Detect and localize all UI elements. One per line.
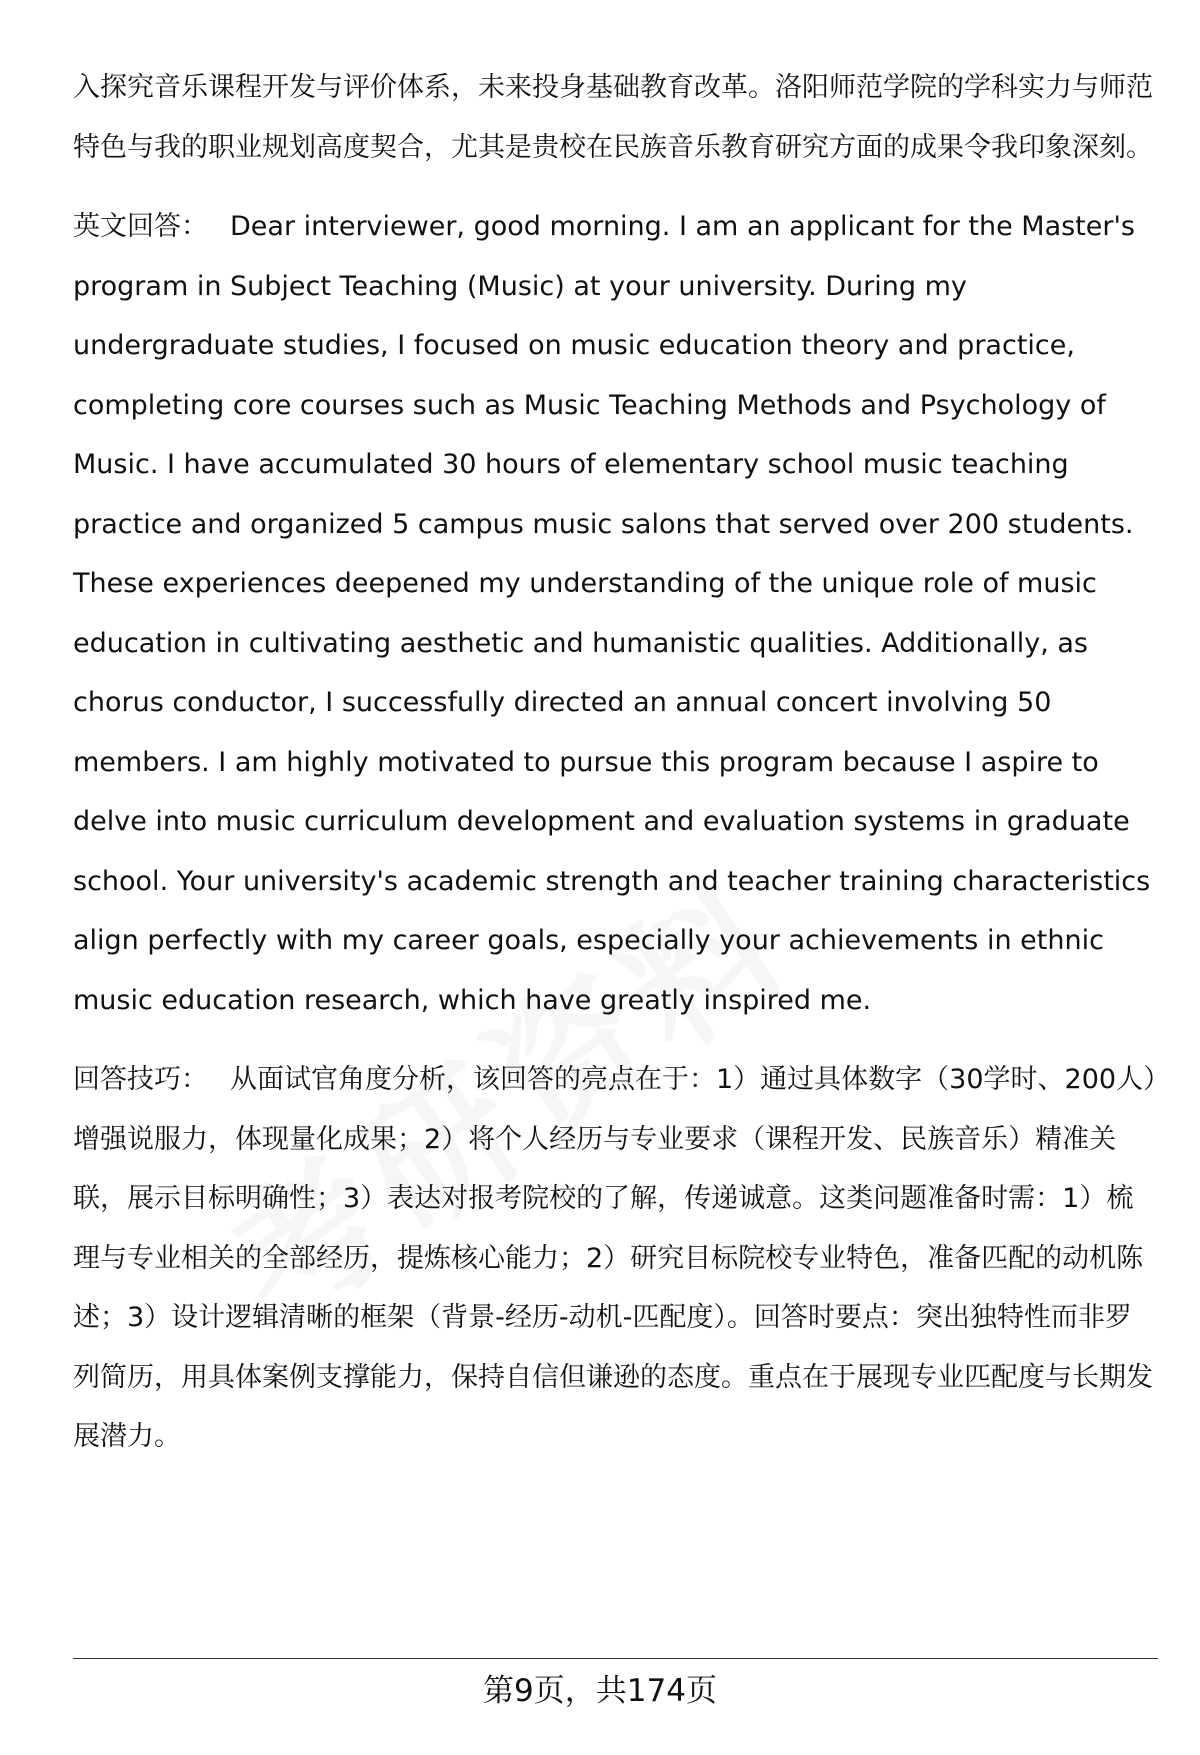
- answer-tips-text: 从面试官角度分析，该回答的亮点在于：1）通过具体数字（30学时、200人）增强说服力，体现量化成果；2）将个人经历与专业要求（课程开发、民族音乐）精准关联，展示目标明确性；3）表达对报考院校的了解，传递诚意。这类问题准备时需：1）梳理与专业相关的全部经历，提炼核心能力；2）研究目标院校专业特色，准备匹配的动机陈述；3）设计逻辑清晰的框架（背景-经历-动机-匹配度）。回答时要点：突出独特性而非罗列简历，用具体案例支撑能力，保持自信但谦逊的态度。重点在于展现专业匹配度与长期发展潜力。: [73, 1064, 1157, 1452]
- page-number: 第9页，共174页: [483, 1673, 717, 1709]
- chinese-answer-paragraph: 入探究音乐课程开发与评价体系，未来投身基础教育改革。洛阳师范学院的学科实力与师范特色与我的职业规划高度契合，尤其是贵校在民族音乐教育研究方面的成果令我印象深刻。: [73, 72, 1153, 163]
- english-answer-label: 英文回答：: [73, 211, 208, 242]
- page-content: [73, 58, 1158, 1467]
- answer-tips-label: 回答技巧：: [73, 1064, 208, 1095]
- answer-tips-paragraph: [73, 1050, 1158, 1467]
- footer-divider: [73, 1658, 1158, 1659]
- english-answer-text: Dear interviewer, good morning. I am an applicant for the Master's program in Subject Teaching (Music) at your university. During my undergraduate studies, I focused on music education theory and practice, completing core courses such as Music Teaching Methods and Psychology of Music. I have accumulated 30 hours of elementary school music teaching practice and organized 5 campus music salons that served over 200 students. These experiences deepened my understanding of the unique role of music education in cultivating aesthetic and humanistic qualities. Additionally, as chorus conductor, I successfully directed an annual concert involving 50 members. I am highly motivated to pursue this program because I aspire to delve into music curriculum development and evaluation systems in graduate school. Your university's academic strength and teacher training characteristics align perfectly with my career goals, especially your achievements in ethnic music education research, which have greatly inspired me.: [73, 211, 1151, 1016]
- english-answer-paragraph: [73, 197, 1158, 1030]
